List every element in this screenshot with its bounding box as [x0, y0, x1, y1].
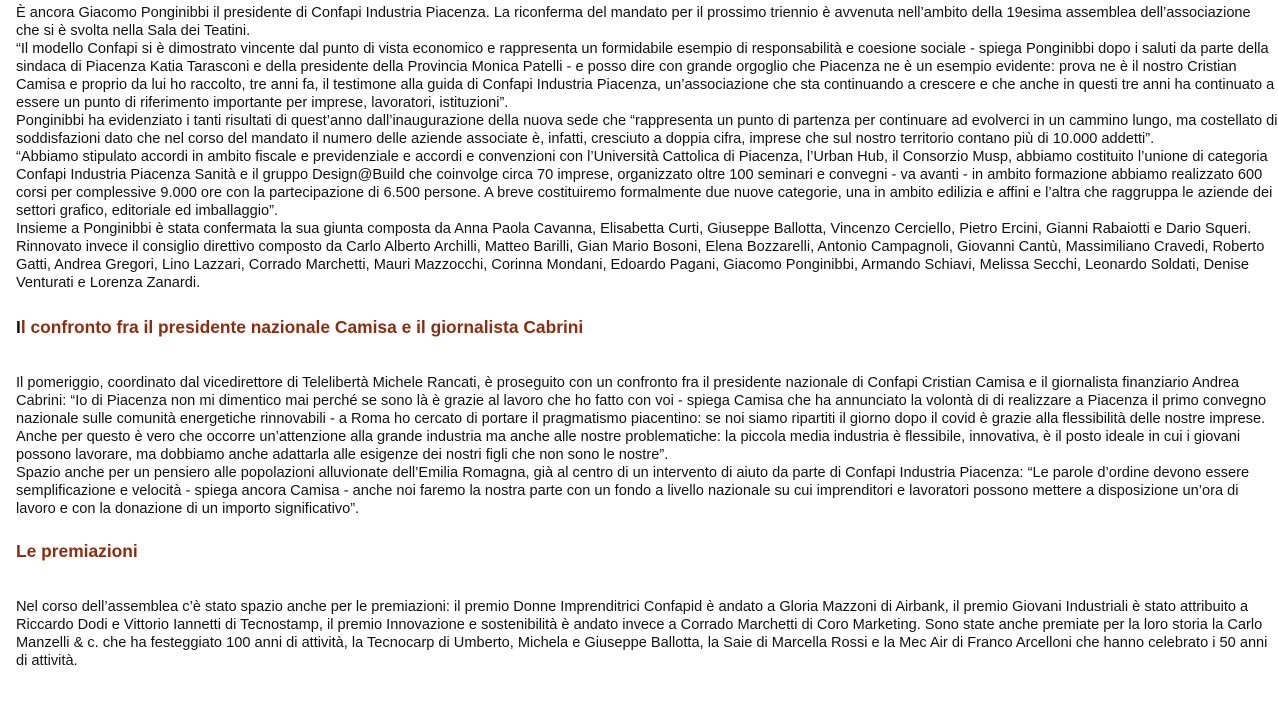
intro-paragraph-1: È ancora Giacomo Ponginibbi il presidente di Confapi Industria Piacenza. La riconferma del mandato per il prossimo triennio è avvenuta nell’ambito della 19esima assemblea dell’associazione che si è svolta nella Sala dei Teatini. — [16, 5, 1251, 39]
section1-paragraph-2: Spazio anche per un pensiero alle popolazioni alluvionate dell’Emilia Romagna, già al centro di un intervento di aiuto da parte di Confapi Industria Piacenza: “Le parole d’ordine devono essere semplificazione e velocità - spiega ancora Camisa - anche noi faremo la nostra parte con un fondo a livello nazionale su cui imprenditori e lavoratori possono mettere a disposizione un’ora di lavoro e con la donazione di un importo significativo”. — [16, 465, 1250, 517]
section-heading-first-letter: I — [16, 317, 21, 337]
section-heading-confronto — [16, 316, 1278, 338]
section-heading-premiazioni: Le premiazioni — [16, 541, 138, 561]
spacer — [16, 562, 1278, 598]
section1-paragraph-1: Il pomeriggio, coordinato dal vicedirettore di Telelibertà Michele Rancati, è proseguito con un confronto fra il presidente nazionale di Confapi Cristian Camisa e il giornalista finanziario Andrea Cabrini: “Io di Piacenza non mi dimentico mai perché se sono là è grazie al lavoro che ho fatto con voi - spiega Camisa che ha annunciato la volontà di di realizzare a Piacenza il primo convegno nazionale sulle comunità energetiche rinnovabili - a Roma ho cercato di portare il pragmatismo piacentino: se noi siamo ripartiti il giorno dopo il covid è grazie alla flessibilità delle nostre imprese. Anche per questo è vero che occorre un’attenzione alla grande industria ma anche alle nostre problematiche: la piccola media industria è flessibile, innovativa, è il posto ideale in cui i giovani possono lavorare, ma dobbiamo anche adattarla alle esigenze dei nostri figli che non sono le nostre”. — [16, 375, 1267, 463]
intro-paragraph-5: Insieme a Ponginibbi è stata confermata la sua giunta composta da Anna Paola Cavanna, Elisabetta Curti, Giuseppe Ballotta, Vincenzo Cerciello, Pietro Ercini, Gianni Rabaiotti e Dario Squeri. Rinnovato invece il consiglio direttivo composto da Carlo Alberto Archilli, Matteo Barilli, Gian Mario Bosoni, Elena Bozzarelli, Antonio Campagnoli, Giovanni Cantù, Massimiliano Cravedi, Roberto Gatti, Andrea Gregori, Lino Lazzari, Corrado Marchetti, Mauri Mazzocchi, Corinna Mondani, Edoardo Pagani, Giacomo Ponginibbi, Armando Schiavi, Melissa Secchi, Leonardo Soldati, Denise Venturati e Lorenza Zanardi. — [16, 221, 1265, 291]
intro-paragraph-2: “Il modello Confapi si è dimostrato vincente dal punto di vista economico e rappresenta un formidabile esempio di responsabilità e coesione sociale - spiega Ponginibbi dopo i saluti da parte della sindaca di Piacenza Katia Tarasconi e della presidente della Provincia Monica Patelli - e posso dire con grande orgoglio che Piacenza ne è un esempio evidente: prova ne è il nostro Cristian Camisa e proprio da lui ho raccolto, tre anni fa, il testimone alla guida di Confapi Industria Piacenza, un’associazione che sta continuando a crescere e che anche in questi tre anni ha continuato a essere un punto di riferimento importante per imprese, lavoratori, istituzioni”. — [16, 41, 1275, 111]
intro-paragraph-3: Ponginibbi ha evidenziato i tanti risultati di quest’anno dall’inaugurazione della nuova sede che “rappresenta un punto di partenza per continuare ad evolverci in un cammino lungo, ma costellato di soddisfazioni dato che nel corso del mandato il numero delle aziende associate è, infatti, cresciuto a doppia cifra, imprese che sul nostro territorio contano più di 10.000 addetti”. — [16, 113, 1278, 147]
spacer — [16, 338, 1278, 374]
intro-paragraph-4: “Abbiamo stipulato accordi in ambito fiscale e previdenziale e accordi e convenzioni con l’Università Cattolica di Piacenza, l’Urban Hub, il Consorzio Musp, abbiamo costituito l’unione di categoria Confapi Industria Piacenza Sanità e il gruppo Design@Build che coinvolge circa 70 imprese, organizzato oltre 100 seminari e convegni - va avanti - in ambito formazione abbiamo realizzato 600 corsi per complessive 9.000 ore con la partecipazione di 6.500 persone. A breve costituiremo formalmente due nuove categorie, una in ambito edilizia e affini e l’altra che raggruppa le aziende dei settori grafico, editoriale ed imballaggio”. — [16, 149, 1273, 219]
section-heading-rest: l confronto fra il presidente nazionale Camisa e il giornalista Cabrini — [20, 317, 584, 337]
article-body — [16, 0, 1278, 670]
section2-paragraph-1: Nel corso dell’assemblea c’è stato spazio anche per le premiazioni: il premio Donne Imprenditrici Confapid è andato a Gloria Mazzoni di Airbank, il premio Giovani Industriali è stato attribuito a Riccardo Dodi e Vittorio Iannetti di Tecnostamp, il premio Innovazione e sostenibilità è andato invece a Corrado Marchetti di Coro Marketing. Sono state anche premiate per la loro storia la Carlo Manzelli & c. che ha festeggiato 100 anni di attività, la Tecnocarp di Umberto, Michela e Giuseppe Ballotta, la Saie di Marcella Rossi e la Mec Air di Franco Arcelloni che hanno celebrato i 50 anni di attività. — [16, 599, 1268, 669]
